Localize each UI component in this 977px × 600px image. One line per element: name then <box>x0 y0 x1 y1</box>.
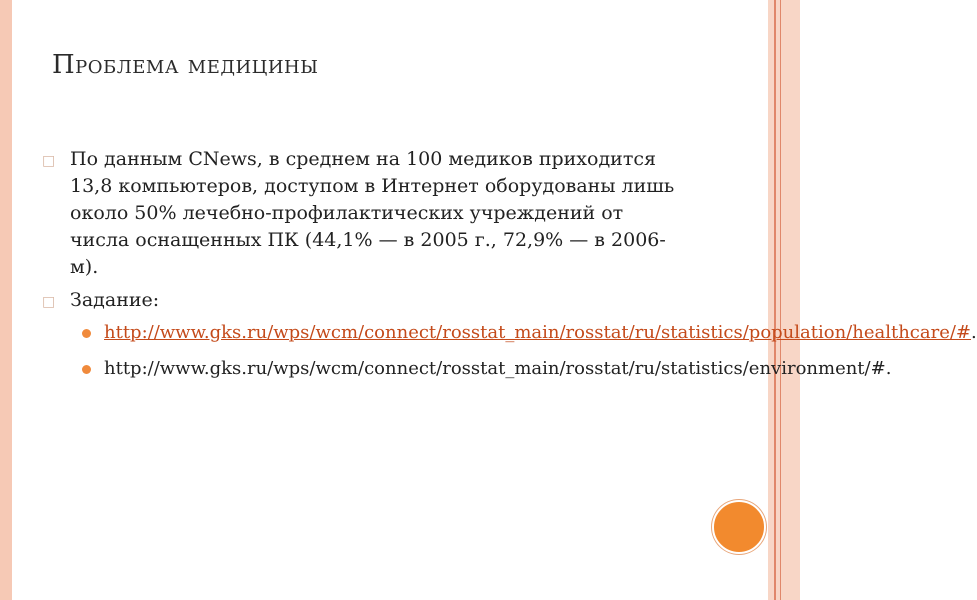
bullet-item <box>40 287 680 314</box>
healthcare-link[interactable]: http://www.gks.ru/wps/wcm/connect/rosstat_main/rosstat/ru/statistics/population/healthcare/# <box>104 322 972 343</box>
right-border <box>768 0 800 600</box>
link-suffix: . <box>885 358 892 379</box>
bullet-text: По данным CNews, в среднем на 100 медиков приходится 13,8 компьютеров, доступом в Интернет оборудованы лишь около 50% лечебно-профилактических учреждений от числа оснащенных ПК (44,1% — в 2005 г., 72,9% — в 2006-м). <box>70 148 675 278</box>
slide-title: Проблема медицины <box>52 50 319 80</box>
dot-icon <box>82 365 91 374</box>
sub-bullet-item <box>40 356 892 382</box>
environment-link-text: http://www.gks.ru/wps/wcm/connect/rosstat_main/rosstat/ru/statistics/environment/# <box>104 358 886 379</box>
link-suffix: . <box>971 322 977 343</box>
sub-bullet-item <box>40 320 977 346</box>
right-border-line <box>780 0 781 600</box>
bullet-text: Задание: <box>70 289 160 311</box>
bullet-marker-icon: □ <box>42 153 56 169</box>
right-border-line <box>774 0 776 600</box>
bullet-marker-icon: □ <box>42 294 56 310</box>
left-border <box>0 0 12 600</box>
slide-body <box>40 146 977 392</box>
dot-icon <box>82 329 91 338</box>
bullet-item <box>40 146 680 281</box>
decorative-circle-icon <box>712 500 766 554</box>
